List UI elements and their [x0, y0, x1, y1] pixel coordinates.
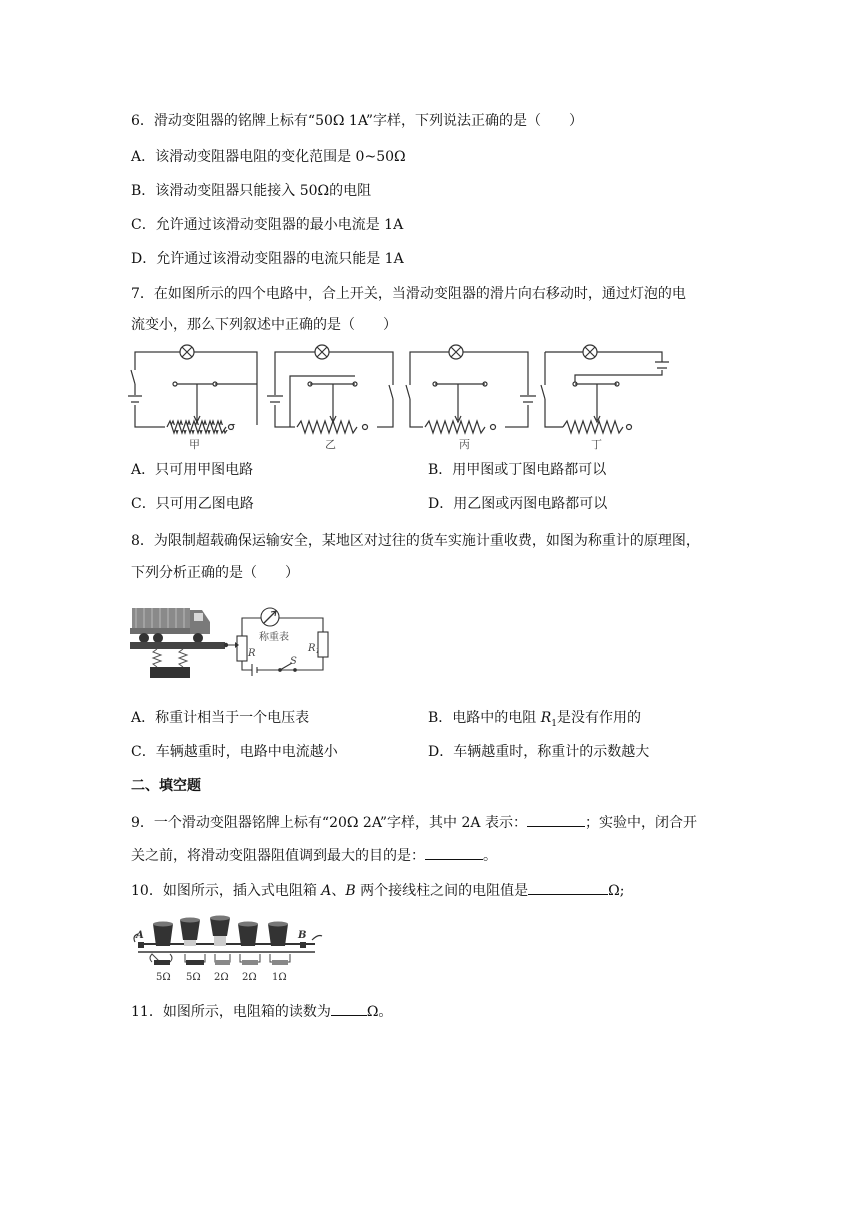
q6-option-b: B．该滑动变阻器只能接入 50Ω的电阻 — [131, 183, 372, 199]
q9-line1-post: ；实验中，闭合开 — [584, 815, 697, 831]
resistor-label-5: 1Ω — [272, 972, 287, 983]
switch-s-label: S — [290, 656, 297, 667]
circuit-ding — [540, 345, 669, 433]
spring-right — [179, 649, 187, 667]
q7-circuit-diagrams — [125, 340, 685, 450]
resistor-r-label: R — [248, 648, 256, 659]
plug-2 — [180, 918, 200, 947]
q6-option-d: D．允许通过该滑动变阻器的电流只能是 1A — [131, 251, 404, 267]
plug-1 — [153, 922, 173, 947]
q11-stem — [131, 1001, 392, 1022]
q8-option-a: A．称重计相当于一个电压表 — [131, 710, 310, 726]
q10-blank[interactable] — [528, 880, 608, 895]
q8-option-b-r: R — [540, 710, 552, 726]
circuit-label-jia: 甲 — [189, 438, 200, 451]
q7-stem-line2: 流变小，那么下列叙述中正确的是（ ） — [131, 317, 397, 333]
q11-blank[interactable] — [331, 1001, 367, 1016]
resistor-label-2: 5Ω — [186, 972, 201, 983]
resistor-r1-subscript: 1 — [315, 647, 320, 655]
circuit-jia — [128, 345, 260, 433]
q11-pre: 11．如图所示，电阻箱的读数为 — [131, 1004, 331, 1020]
base-block — [150, 667, 190, 678]
q7-option-c: C．只可用乙图电路 — [131, 496, 254, 512]
q10-terminal-b-text: B — [345, 883, 356, 899]
resistor-r1-label: R — [308, 643, 316, 654]
q8-stem-line1: 8．为限制超载确保运输安全，某地区对过往的货车实施计重收费，如图为称重计的原理图， — [131, 533, 700, 549]
q8-option-d: D．车辆越重时，称重计的示数越大 — [428, 744, 650, 760]
q8-stem-line2: 下列分析正确的是（ ） — [131, 565, 299, 581]
q10-stem — [131, 880, 624, 901]
circuit-bing — [405, 345, 536, 433]
circuit-label-yi: 乙 — [325, 438, 336, 451]
section-title: 二、填空题 — [131, 778, 201, 794]
q9-line1 — [131, 812, 697, 833]
q10-pre: 10．如图所示，插入式电阻箱 — [131, 883, 322, 899]
meter-label: 称重表 — [259, 632, 289, 643]
q10-mid1: 、 — [331, 883, 346, 899]
q7-stem-line1: 7．在如图所示的四个电路中，合上开关，当滑动变阻器的滑片向右移动时，通过灯泡的电 — [131, 286, 686, 302]
circuit-label-bing: 丙 — [459, 438, 470, 451]
terminal-b-label: B — [298, 930, 307, 941]
q8-option-b-sub: 1 — [551, 718, 558, 729]
q6-option-a: A．该滑动变阻器电阻的变化范围是 0~50Ω — [131, 149, 406, 165]
circuit-label-ding: 丁 — [591, 438, 602, 451]
resistor-label-1: 5Ω — [156, 972, 171, 983]
q9-line2-pre: 关之前，将滑动变阻器阻值调到最大的目的是： — [131, 848, 425, 864]
q10-post: Ω; — [608, 883, 625, 899]
q10-resistance-box — [130, 914, 330, 984]
spring-left — [153, 649, 161, 667]
q7-option-b: B．用甲图或丁图电路都可以 — [428, 462, 607, 478]
resistor-label-3: 2Ω — [214, 972, 229, 983]
circuit-yi — [267, 345, 399, 433]
q9-line2-post: 。 — [483, 848, 497, 864]
plug-row — [153, 916, 288, 947]
terminal-a-label: A — [136, 930, 144, 941]
q8-weighing-diagram — [130, 598, 340, 688]
plug-5 — [268, 922, 288, 947]
q8-option-b-pre: B．电路中的电阻 — [428, 710, 541, 726]
q8-option-b — [428, 708, 641, 734]
q7-option-a: A．只可用甲图电路 — [131, 462, 254, 478]
plug-4 — [238, 922, 258, 947]
q9-blank-2[interactable] — [425, 845, 483, 860]
q8-option-b-post: 是没有作用的 — [557, 710, 642, 726]
q7-option-d: D．用乙图或丙图电路都可以 — [428, 496, 608, 512]
q8-option-c: C．车辆越重时，电路中电流越小 — [131, 744, 338, 760]
q10-mid2: 两个接线柱之间的电阻值是 — [355, 883, 529, 899]
resistor-label-4: 2Ω — [242, 972, 257, 983]
q9-line2 — [131, 845, 497, 866]
q10-terminal-a-text: A — [321, 883, 332, 899]
q6-option-c: C．允许通过该滑动变阻器的最小电流是 1A — [131, 217, 404, 233]
q9-blank-1[interactable] — [527, 812, 585, 827]
resistor-r — [237, 636, 247, 661]
plug-3 — [210, 916, 230, 947]
q9-line1-pre: 9．一个滑动变阻器铭牌上标有“20Ω 2A”字样，其中 2A 表示： — [131, 815, 527, 831]
q6-stem: 6．滑动变阻器的铭牌上标有“50Ω 1A”字样，下列说法正确的是（ ） — [131, 113, 584, 129]
q11-post: Ω。 — [366, 1004, 393, 1020]
truck-icon — [130, 608, 210, 643]
weighing-platform — [130, 642, 225, 649]
